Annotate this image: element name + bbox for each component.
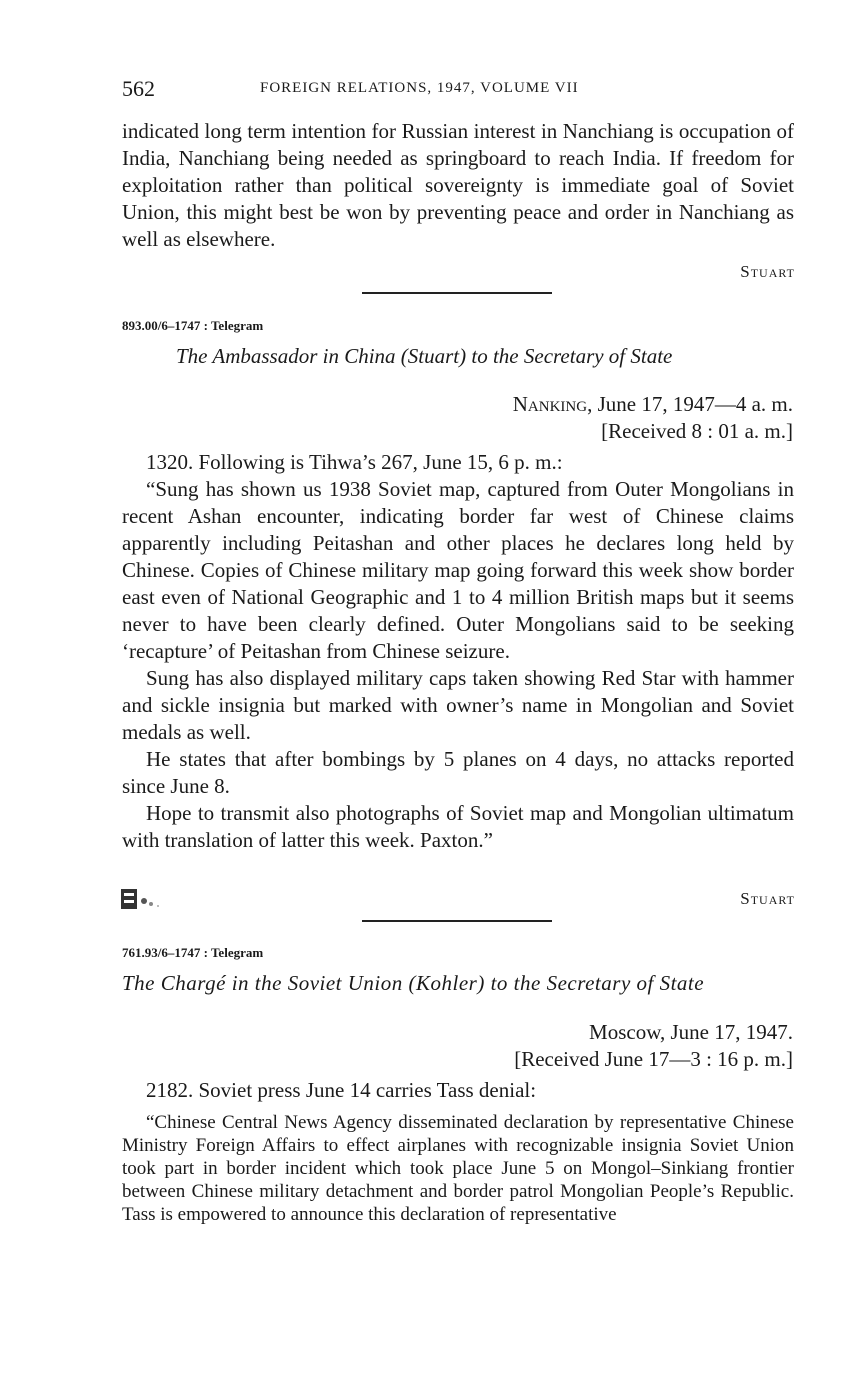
running-head: FOREIGN RELATIONS, 1947, VOLUME VII [260,80,579,96]
received-1: [Received 8 : 01 a. m.] [601,419,793,443]
telegram-2-body [122,1077,794,1104]
telegram-1-para-1: “Sung has shown us 1938 Soviet map, captured from Outer Mongolians in recent Ashan encounter, indicating border far west of Chinese claims apparently including Peitashan and other places he declares long held by Chinese. Copies of Chinese military map going forward this week show border east even of National Geographic and 1 to 4 million British maps but it seems never to have been clearly defined. Outer Mongolians said to be seeking ‘recapture’ of Peitashan from Chinese seizure. [122,477,794,663]
dateline-1-line [513,391,793,418]
continuation-text [122,118,794,253]
telegram-1-para-4: Hope to transmit also photographs of Soviet map and Mongolian ultimatum with translation of latter this week. Paxton.” [122,801,794,852]
dateline-1-place: Nanking [512,392,588,416]
file-number-1: 893.00/6–1747 : Telegram [122,318,264,333]
telegram-1-body [122,449,794,854]
dateline-1 [513,391,793,445]
received-2: [Received June 17—3 : 16 p. m.] [514,1047,793,1071]
document-title-1: The Ambassador in China (Stuart) to the Secretary of State [176,344,673,368]
telegram-1-para-3: He states that after bombings by 5 planes on 4 days, no attacks reported since June 8. [122,747,794,798]
library-stamp-mark [120,887,168,911]
file-number-2: 761.93/6–1747 : Telegram [122,945,264,960]
continuation-paragraph: indicated long term intention for Russian interest in Nanchiang is occupation of India, Nanchiang being needed as springboard to reach India. If freedom for exploitation rather than political sovereignty is immediate goal of Soviet Union, this might best be won by preventing peace and order in Nanchiang as well as elsewhere. [122,119,794,251]
dateline-2-line: Moscow, June 17, 1947. [589,1020,793,1044]
signature-stuart-1: Stuart [740,262,795,281]
section-divider-1 [362,292,552,294]
telegram-2-quote: “Chinese Central News Agency disseminated declaration by representative Chinese Ministry Foreign Affairs to effect airplanes with recognizable insignia Soviet Union took part in border incident which took place June 5 on Mongol–Sinkiang frontier between Chinese military detachment and border patrol Mongolian People’s Republic. Tass is empowered to announce this declaration of representative [122,1112,794,1225]
document-title-2: The Chargé in the Soviet Union (Kohler) to the Secretary of State [122,971,705,995]
telegram-1-intro: 1320. Following is Tihwa’s 267, June 15, 6 p. m.: [146,450,563,474]
page-header [122,76,794,104]
dateline-2 [514,1019,793,1073]
telegram-2-intro: 2182. Soviet press June 14 carries Tass denial: [146,1078,537,1102]
dateline-1-date: , June 17, 1947—4 a. m. [587,392,793,416]
telegram-2-quote-block [122,1111,794,1226]
section-divider-2 [362,920,552,922]
telegram-1-para-2: Sung has also displayed military caps taken showing Red Star with hammer and sickle insignia but marked with owner’s name in Mongolian and Soviet medals as well. [122,666,794,744]
page-number: 562 [122,76,155,101]
signature-stuart-2: Stuart [740,889,795,908]
